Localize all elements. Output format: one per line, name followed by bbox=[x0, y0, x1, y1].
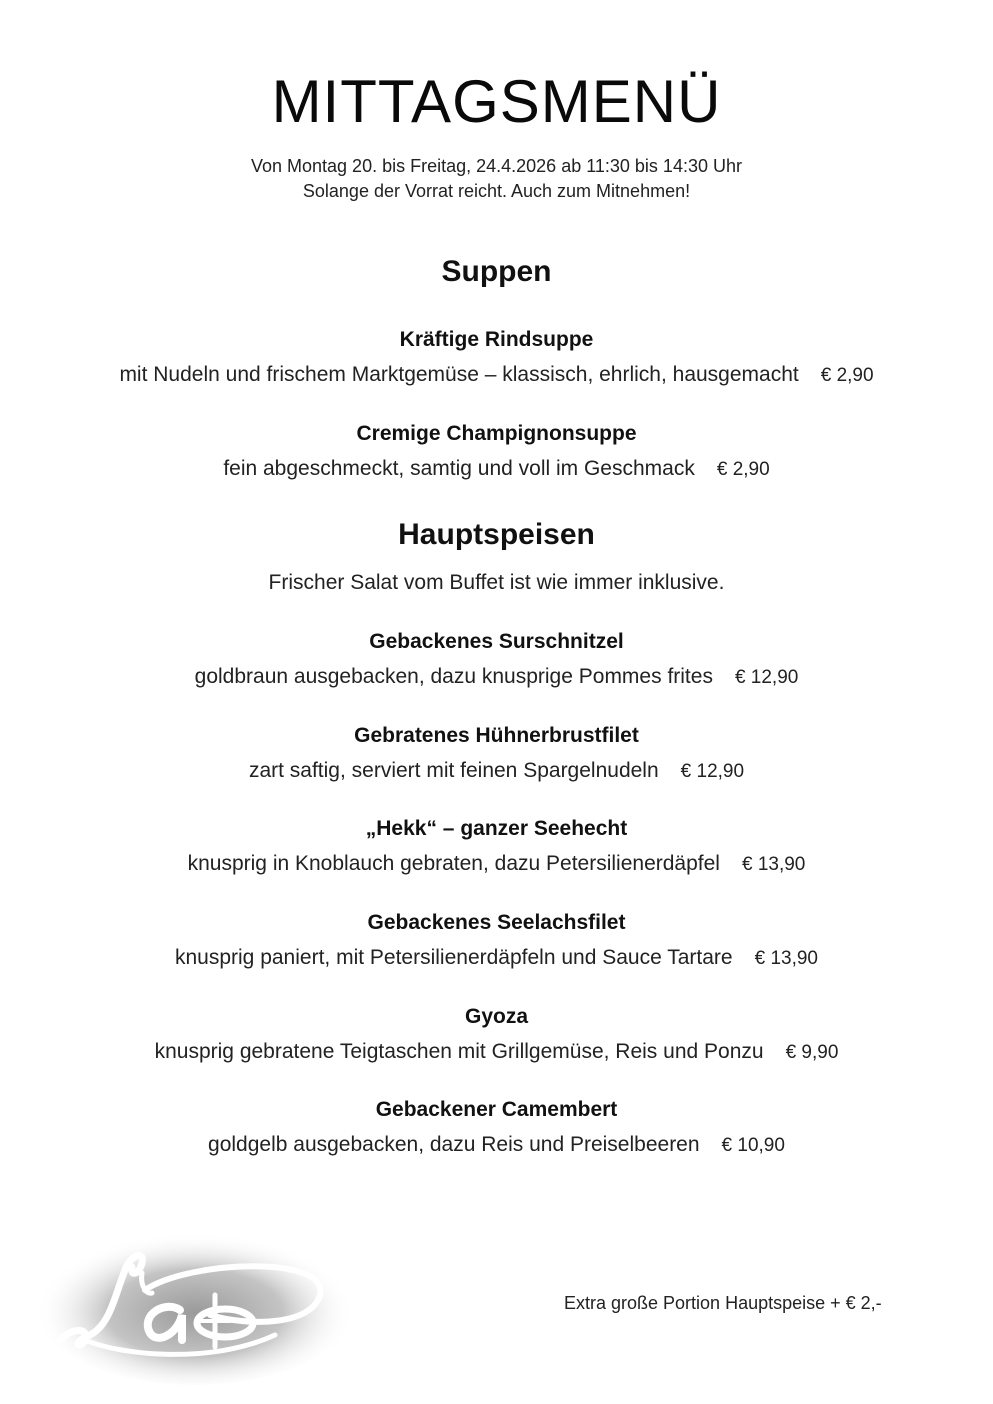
dish-price: € 12,90 bbox=[734, 667, 799, 688]
section-title-soups: Suppen bbox=[441, 255, 552, 288]
dish-price: € 2,90 bbox=[820, 365, 874, 386]
dish-name: Gebackener Camembert bbox=[375, 1098, 618, 1121]
dish-description: knusprig gebratene Teigtaschen mit Grillgemüse, Reis und Ponzu bbox=[154, 1040, 764, 1063]
dish-description: fein abgeschmeckt, samtig und voll im Geschmack bbox=[223, 457, 695, 480]
dish-description-row bbox=[0, 1131, 993, 1160]
section-note-salad: Frischer Salat vom Buffet ist wie immer inklusive. bbox=[268, 571, 725, 594]
dish-name: Kräftige Rindsuppe bbox=[399, 328, 594, 351]
dish-description: goldbraun ausgebacken, dazu knusprige Pommes frites bbox=[194, 665, 713, 688]
dish-price: € 2,90 bbox=[716, 459, 770, 480]
dish-price: € 12,90 bbox=[680, 761, 745, 782]
restaurant-logo-icon bbox=[30, 1215, 360, 1385]
dish-name: Gebackenes Seelachsfilet bbox=[367, 911, 626, 934]
dish-description-row bbox=[0, 455, 993, 484]
extra-portion-note: Extra große Portion Hauptspeise + € 2,- bbox=[564, 1293, 882, 1313]
dish-price: € 9,90 bbox=[785, 1042, 839, 1063]
dish-price: € 13,90 bbox=[754, 948, 818, 969]
dish-description: zart saftig, serviert mit feinen Spargelnudeln bbox=[248, 759, 659, 782]
dish-description-row bbox=[0, 944, 993, 973]
dish-name: Gebackenes Surschnitzel bbox=[369, 630, 624, 653]
dish-description: goldgelb ausgebacken, dazu Reis und Preiselbeeren bbox=[208, 1133, 700, 1156]
dish-description: knusprig paniert, mit Petersilienerdäpfeln und Sauce Tartare bbox=[174, 946, 733, 969]
dish-description-row bbox=[0, 850, 993, 879]
dish-description-row bbox=[0, 361, 993, 390]
dish-description: mit Nudeln und frischem Marktgemüse – klassisch, ehrlich, hausgemacht bbox=[119, 363, 799, 386]
dish-description: knusprig in Knoblauch gebraten, dazu Petersilienerdäpfel bbox=[187, 852, 720, 875]
section-title-main-courses: Hauptspeisen bbox=[398, 518, 595, 551]
dish-name: „Hekk“ – ganzer Seehecht bbox=[365, 817, 628, 840]
dish-description-row bbox=[0, 757, 993, 786]
dish-name: Gyoza bbox=[464, 1005, 529, 1028]
dish-name: Cremige Champignonsuppe bbox=[356, 422, 637, 445]
menu-availability-note: Solange der Vorrat reicht. Auch zum Mitnehmen! bbox=[302, 181, 691, 201]
dish-description-row bbox=[0, 1038, 993, 1067]
dish-price: € 10,90 bbox=[721, 1135, 785, 1156]
dish-description-row bbox=[0, 663, 993, 692]
dish-price: € 13,90 bbox=[741, 854, 806, 875]
page-title: MITTAGSMENÜ bbox=[271, 68, 722, 135]
dish-name: Gebratenes Hühnerbrustfilet bbox=[354, 724, 639, 747]
menu-dates: Von Montag 20. bis Freitag, 24.4.2026 ab 11:30 bis 14:30 Uhr bbox=[250, 156, 742, 176]
